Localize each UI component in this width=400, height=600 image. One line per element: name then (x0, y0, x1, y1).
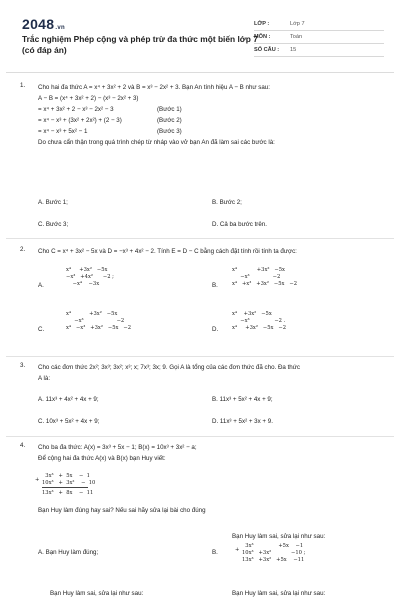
option-b-work: x⁴ +3x² −5x −x³ −2 x⁴ +x³ +3x² −5x −2 (232, 267, 298, 287)
quiz-page (6, 6, 394, 600)
question-number: 3. (20, 362, 26, 369)
option-b[interactable]: B. (212, 282, 218, 289)
question-divider (6, 436, 394, 437)
meta-subject: MÔN : Toán (254, 31, 384, 44)
question-number: 2. (20, 246, 26, 253)
option-b-text: Bạn Huy làm sai, sửa lại như sau: (232, 533, 326, 540)
question-stem: Cho C = x⁴ + 3x² − 5x và D = −x³ + 4x² − 2. Tính E = D − C bằng cách đặt tính rồi tính ta được: (38, 247, 297, 255)
option-a[interactable]: A. (38, 282, 44, 289)
option-b[interactable]: B. (212, 549, 218, 556)
question-stem: Cho ba đa thức: A(x) = 3x³ + 5x − 1; B(x) = 10x³ + 3x² − a; (38, 443, 197, 451)
question-stem: Cho hai đa thức A = x⁴ + 3x² + 2 và B = x³ − 2x² + 3. Bạn An tính hiệu A − B như sau: (38, 83, 270, 91)
option-b[interactable]: B. Bước 2; (212, 199, 242, 206)
page-title: Trắc nghiệm Phép cộng và phép trừ đa thức một biến lớp 7 (có đáp án) (22, 34, 258, 55)
meta-class: LỚP : Lớp 7 (254, 18, 384, 31)
option-a[interactable]: A. Bước 1; (38, 199, 68, 206)
step-row: = x⁴ − x³ + (3x² + 2x²) + (2 − 3) (Bước 2) (38, 116, 182, 124)
option-a[interactable]: A. 11x³ + 4x² + 4x + 9; (38, 396, 99, 403)
question-stem: Cho các đơn thức 2x²; 3x³; 3x²; x³; x; 7x³; 3x; 9. Gọi A là tổng của các đơn thức đã cho. Đa thức (38, 363, 300, 371)
step-row: = x⁴ + 3x² + 2 − x³ − 2x² − 3 (Bước 1) (38, 105, 182, 113)
option-a-work: x⁴ +3x² −5x −x³ +4x² −2 ; −x⁴ −3x (66, 267, 114, 287)
question-sub: Để cộng hai đa thức A(x) và B(x) bạn Huy viết: (38, 454, 166, 462)
option-d[interactable]: D. (212, 326, 219, 333)
option-c-text[interactable]: Bạn Huy làm sai, sửa lại như sau: (50, 590, 144, 597)
option-b-work: + 3x³ +5x −1 10x³ +3x² −10 ; 13x³ +3x² +5x −11 (235, 543, 306, 563)
step-row: = x⁴ − x³ + 5x² − 1 (Bước 3) (38, 127, 182, 135)
option-d[interactable]: D. Cả ba bước trên. (212, 221, 267, 228)
option-c[interactable]: C. Bước 3; (38, 221, 69, 228)
header-divider (6, 72, 394, 73)
meta-count: SỐ CÂU : 15 (254, 44, 384, 57)
question-number: 4. (20, 442, 26, 449)
option-a[interactable]: A. Bạn Huy làm đúng; (38, 549, 99, 556)
option-c[interactable]: C. 10x³ + 5x² + 4x + 9; (38, 418, 100, 425)
option-c-work: x⁴ +3x² −5x −x³ −2 x⁴ −x³ +3x² −5x −2 (66, 311, 132, 331)
quiz-meta (254, 18, 384, 57)
site-logo[interactable]: 2048.vn (22, 16, 65, 32)
option-d-text[interactable]: Bạn Huy làm sai, sửa lại như sau: (232, 590, 326, 597)
question-prompt: Bạn Huy làm đúng hay sai? Nếu sai hãy sửa lại bài cho đúng (38, 507, 206, 514)
question-number: 1. (20, 82, 26, 89)
question-divider (6, 356, 394, 357)
huy-work: + 3x³ + 5x − 1 10x³ + 3x² − 10 13x³ + 8x − 11 (35, 473, 96, 496)
question-stem-cont: A là: (38, 374, 51, 382)
option-d-work: x⁴ +3x² −5x −x³ −2 . x⁴ +3x² −5x −2 (232, 311, 287, 331)
question-prompt: Do chưa cẩn thận trong quá trình chép từ nháp vào vở bạn An đã làm sai các bước là: (38, 138, 275, 146)
step-row: A − B = (x⁴ + 3x² + 2) − (x³ − 2x² + 3) (38, 94, 139, 102)
question-divider (6, 238, 394, 239)
option-d[interactable]: D. 11x³ + 5x² + 3x + 9. (212, 418, 273, 425)
option-b[interactable]: B. 11x³ + 5x² + 4x + 9; (212, 396, 273, 403)
option-c[interactable]: C. (38, 326, 45, 333)
